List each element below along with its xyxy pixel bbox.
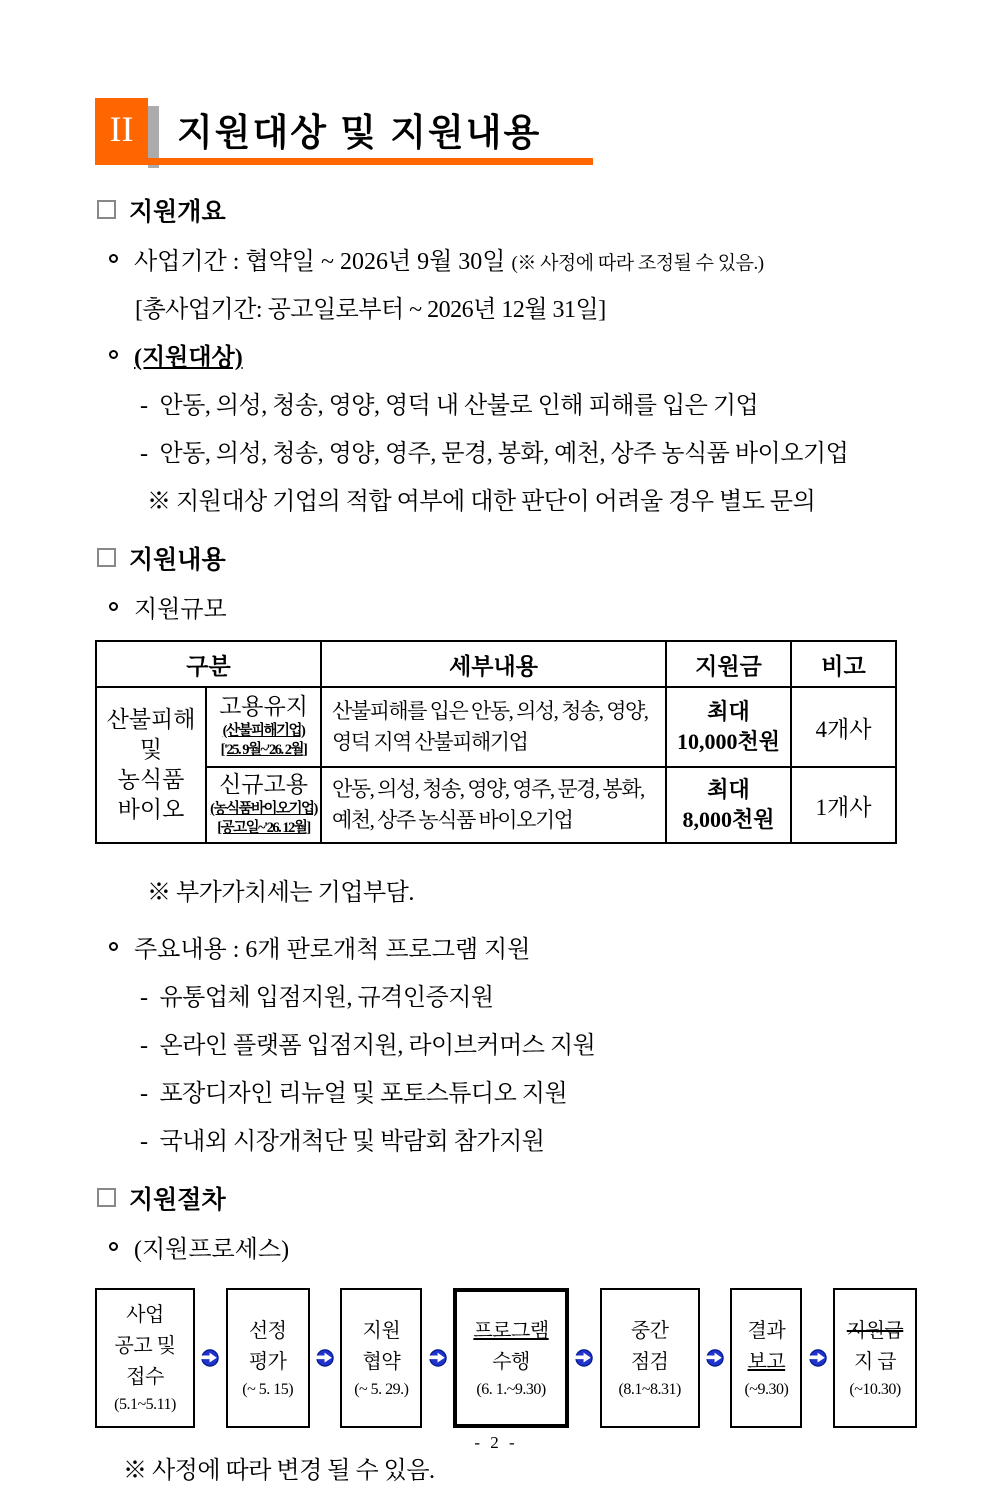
dash-bullet: - <box>140 393 148 419</box>
flow-arrow <box>700 1288 731 1428</box>
flow-arrow <box>310 1288 341 1428</box>
dash-bullet: - <box>140 1081 148 1107</box>
step-date: (8.1~8.31) <box>618 1380 681 1398</box>
col-header-amount: 지원금 <box>666 641 791 687</box>
target-item <box>95 385 897 420</box>
period-main: 사업기간 : 협약일 ~ 2026년 9월 30일 <box>134 249 506 275</box>
step-line: 지원금 <box>846 1319 904 1342</box>
process-heading-row <box>95 1180 897 1216</box>
section-numeral-badge <box>95 98 148 160</box>
step-line: 지원 <box>362 1319 401 1342</box>
col-header-category: 구분 <box>96 641 321 687</box>
step-date: (~ 5. 15) <box>242 1380 294 1398</box>
step-line: 결과 <box>747 1319 786 1342</box>
overview-heading-row <box>95 192 897 228</box>
dash-bullet: - <box>140 985 148 1011</box>
support-heading: 지원내용 <box>129 547 226 574</box>
group-line: 산불피해 <box>106 707 196 733</box>
table-row <box>96 687 896 767</box>
overview-heading: 지원개요 <box>129 199 226 226</box>
step-line: 평가 <box>248 1350 287 1373</box>
period-note: (※ 사정에 따라 조정될 수 있음.) <box>511 253 764 274</box>
step-date: (~10.30) <box>849 1380 901 1398</box>
process-step-midcheck <box>600 1288 700 1428</box>
step-line: 프로그램 <box>473 1319 549 1342</box>
col-header-detail: 세부내용 <box>321 641 666 687</box>
page-number: - 2 - <box>474 1433 518 1452</box>
square-bullet-icon <box>97 200 116 219</box>
flow-arrow-icon <box>575 1349 593 1367</box>
step-date: (6. 1.~9.30) <box>476 1380 546 1398</box>
remark-cell: 4개사 <box>791 687 896 767</box>
step-line: 협약 <box>362 1350 401 1373</box>
main-item <box>95 977 897 1012</box>
amount-prefix: 최대 <box>707 777 750 803</box>
process-step-report <box>730 1288 802 1428</box>
step-line: 접수 <box>126 1366 164 1388</box>
amount-prefix: 최대 <box>707 699 750 725</box>
main-heading: 주요내용 : 6개 판로개척 프로그램 지원 <box>134 937 531 963</box>
process-flow <box>95 1288 917 1428</box>
flow-arrow-icon <box>706 1349 724 1367</box>
step-line: 보고 <box>747 1350 786 1373</box>
flow-arrow <box>802 1288 833 1428</box>
main-item-text: 포장디자인 리뉴얼 및 포토스튜디오 지원 <box>159 1081 568 1107</box>
process-sub-label: (지원프로세스) <box>134 1237 290 1263</box>
section-numeral: II <box>109 109 134 149</box>
process-change-note: ※ 사정에 따라 변경 될 수 있음. <box>123 1458 435 1484</box>
category-name: 고용유지 <box>219 694 308 720</box>
step-date: (~9.30) <box>744 1380 789 1398</box>
step-line: 선정 <box>248 1319 287 1342</box>
flow-arrow <box>569 1288 600 1428</box>
step-line: 점검 <box>630 1350 669 1373</box>
remark-cell: 1개사 <box>791 767 896 843</box>
period-text <box>134 241 764 276</box>
process-step-selection <box>226 1288 310 1428</box>
process-step-program <box>453 1288 569 1428</box>
target-item-text: 안동, 의성, 청송, 영양, 영덕 내 산불로 인해 피해를 입은 기업 <box>159 393 759 419</box>
group-cell <box>96 687 206 843</box>
step-line: 수행 <box>492 1350 530 1373</box>
group-line: 농식품 <box>117 767 185 792</box>
process-step-agreement <box>340 1288 422 1428</box>
category-period: [공고일~'26. 12월] <box>217 820 310 837</box>
accent-rule <box>95 158 593 165</box>
detail-cell: 산불피해를 입은 안동, 의성, 청송, 영양, 영덕 지역 산불피해기업 <box>321 687 666 767</box>
section-title: 지원대상 및 지원내용 <box>177 112 542 153</box>
flow-arrow <box>195 1288 226 1428</box>
vat-note: ※ 부가가치세는 기업부담. <box>147 880 414 906</box>
main-item-text: 국내외 시장개척단 및 박람회 참가지원 <box>159 1129 545 1155</box>
target-heading-row <box>95 337 897 372</box>
flow-arrow-icon <box>809 1349 827 1367</box>
dash-bullet: - <box>140 1033 148 1059</box>
step-line: 중간 <box>630 1319 669 1342</box>
circle-bullet-icon <box>109 1242 118 1251</box>
dash-bullet: - <box>140 1129 148 1155</box>
flow-arrow-icon <box>429 1349 447 1367</box>
target-item-text: 안동, 의성, 청송, 영양, 영주, 문경, 봉화, 예천, 상주 농식품 바이오기업 <box>159 441 849 467</box>
circle-bullet-icon <box>109 254 118 263</box>
step-date: (5.1~5.11) <box>114 1396 176 1413</box>
section-header <box>95 98 897 168</box>
square-bullet-icon <box>97 1188 116 1207</box>
main-item <box>95 1073 897 1108</box>
flow-arrow-icon <box>316 1349 334 1367</box>
total-period-line: [총사업기간: 공고일로부터 ~ 2026년 12월 31일] <box>135 297 606 323</box>
target-item <box>95 433 897 468</box>
circle-bullet-icon <box>109 350 118 359</box>
amount-value: 10,000천원 <box>676 729 780 754</box>
amount-value: 8,000천원 <box>682 807 775 832</box>
flow-arrow-icon <box>201 1349 219 1367</box>
circle-bullet-icon <box>109 602 118 611</box>
amount-cell <box>666 687 791 767</box>
main-item-text: 유통업체 입점지원, 규격인증지원 <box>159 985 494 1011</box>
circle-bullet-icon <box>109 942 118 951</box>
main-item <box>95 1121 897 1156</box>
table-header-row <box>96 641 896 687</box>
process-step-announce <box>95 1288 195 1428</box>
target-heading: (지원대상) <box>134 345 243 371</box>
flow-arrow <box>422 1288 453 1428</box>
process-heading: 지원절차 <box>129 1187 226 1214</box>
category-cell <box>206 687 321 767</box>
main-heading-row <box>95 929 897 964</box>
period-line <box>95 241 897 276</box>
target-note: ※ 지원대상 기업의 적합 여부에 대한 판단이 어려울 경우 별도 문의 <box>147 489 816 515</box>
step-line: 지 급 <box>853 1350 897 1373</box>
main-item-text: 온라인 플랫폼 입점지원, 라이브커머스 지원 <box>159 1033 596 1059</box>
process-sub-row <box>95 1229 897 1264</box>
document-page <box>0 98 992 1501</box>
detail-cell: 안동, 의성, 청송, 영양, 영주, 문경, 봉화, 예천, 상주 농식품 바이오기업 <box>321 767 666 843</box>
category-subtitle: (산불피해기업) <box>222 722 305 739</box>
scale-label-row <box>95 589 897 624</box>
process-step-payment <box>833 1288 917 1428</box>
group-line: 및 <box>139 737 163 763</box>
main-item <box>95 1025 897 1060</box>
category-subtitle: (농식품바이오기업) <box>210 800 317 817</box>
step-date: (~ 5. 29.) <box>354 1380 409 1398</box>
category-period: ['25. 9월~'26. 2월] <box>220 742 307 759</box>
table-row <box>96 767 896 843</box>
dash-bullet: - <box>140 441 148 467</box>
step-line: 사업 <box>126 1304 164 1326</box>
group-line: 바이오 <box>117 796 185 822</box>
support-scale-table <box>95 640 897 844</box>
col-header-remark: 비고 <box>791 641 896 687</box>
amount-cell <box>666 767 791 843</box>
step-line: 공고 및 <box>114 1335 176 1357</box>
category-name: 신규고용 <box>219 772 308 798</box>
scale-label: 지원규모 <box>134 597 227 623</box>
category-cell <box>206 767 321 843</box>
support-heading-row <box>95 540 897 576</box>
square-bullet-icon <box>97 548 116 567</box>
